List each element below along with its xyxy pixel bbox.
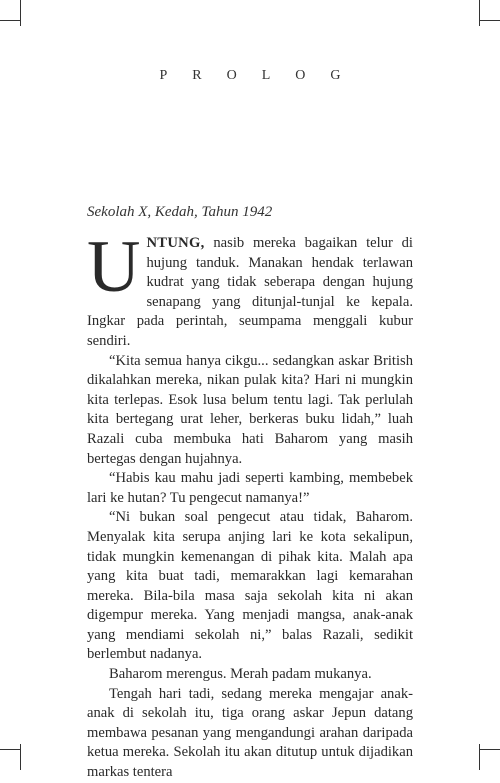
opening-paragraph [87, 226, 413, 352]
crop-mark [0, 749, 20, 750]
crop-mark [20, 0, 21, 26]
lead-word: NTUNG, [146, 235, 205, 251]
body-text [87, 226, 413, 783]
place-date-line: Sekolah X, Kedah, Tahun 1942 [87, 204, 273, 220]
crop-mark [479, 744, 480, 770]
crop-mark [480, 20, 500, 21]
paragraph: “Ni bukan soal pengecut atau tidak, Baharom. Menyalak kita serupa anjing lari ke kota sekalipun, tidak mungkin kemenangan di pihak kita. Malah apa yang kita buat tadi, memarakkan lagi kemarahan mereka. Bila-bila masa saja sekolah kita ni akan digempur mereka. Yang menjadi mangsa, anak-anak yang mendiami sekolah ni,” balas Razali, sedikit berlembut nadanya. [87, 509, 413, 663]
crop-mark [479, 0, 480, 26]
paragraph: “Habis kau mahu jadi seperti kambing, membebek lari ke hutan? Tu pengecut namanya!” [87, 470, 413, 506]
crop-mark [20, 744, 21, 770]
crop-mark [0, 20, 20, 21]
chapter-title: PROLOG [159, 68, 366, 83]
paragraph: Baharom merengus. Merah padam mukanya. [109, 666, 372, 683]
paragraph: “Kita semua hanya cikgu... sedangkan askar British dikalahkan mereka, nikan pulak kita? Hari ni mungkin kita terlepas. Esok lusa belum tentu lagi. Tak perlulah kita bertegang urat leher, berkeras buku lidah,” luah Razali cuba membuka hati Baharom yang masih bertegas dengan hujahnya. [87, 352, 413, 467]
paragraph: Tengah hari tadi, sedang mereka mengajar anak-anak di sekolah itu, tiga orang askar Jepun datang membawa pesanan yang mengandungi arahan daripada ketua mereka. Sekolah itu akan ditutup untuk dijadikan markas tentera [87, 685, 413, 781]
crop-mark [480, 749, 500, 750]
drop-cap: U [87, 226, 141, 308]
opening-text: nasib mereka bagaikan telur di hujung tanduk. Manakan hendak terlawan kudrat yang tidak seberapa dengan hujung senapang yang ditunjal-tunjal ke kepala. Ingkar pada perintah, seumpama menggali kubur sendiri. [87, 235, 413, 349]
